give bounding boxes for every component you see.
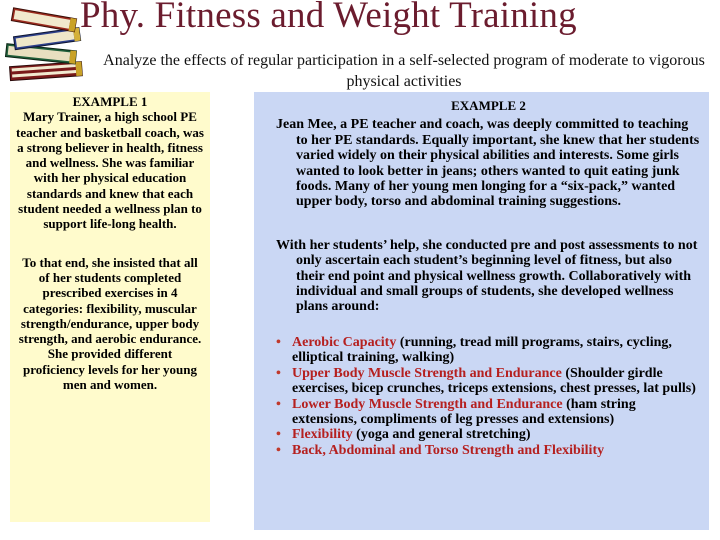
example-1-paragraph-1: Mary Trainer, a high school PE teacher and basketball coach, was a strong believer in health, fitness and wellness. She was familiar with her physical education standards and knew that each student needed a wellness plan to support life-long health.: [16, 109, 204, 232]
list-item-detail: (running, tread mill programs, stairs, cycling, elliptical training, walking): [292, 334, 672, 366]
example-2-paragraph-1: Jean Mee, a PE teacher and coach, was deeply committed to teaching to her PE standards. Equally important, she knew that her students varied widely on their physical abilities and interests. Some girls wanted to look better in jeans; others wanted to quit eating junk foods. Many of her young men longing for a “six-pack,” wanted upper body, torso and abdominal training suggestions.: [276, 117, 700, 210]
list-item: [276, 366, 701, 397]
example-1-heading: EXAMPLE 1: [72, 94, 148, 109]
example-2-paragraph-2: With her students’ help, she conducted pre and post assessments to not only ascertain each student’s beginning level of fitness, but also their end point and physical wellness growth. Collaboratively with individual and small groups of students, she developed wellness plans around:: [276, 237, 698, 315]
example-2-heading: EXAMPLE 2: [451, 98, 526, 113]
example-2-panel: [254, 92, 709, 530]
list-item: [276, 427, 701, 442]
list-item-highlight: Aerobic Capacity: [292, 334, 397, 350]
bullet-icon: •: [276, 365, 281, 381]
example-1-paragraph-2: To that end, she insisted that all of her students completed prescribed exercises in 4 categories: flexibility, muscular strength/endurance, upper body strength, and aerobic endurance. She provided different proficiency levels for her young men and women.: [18, 254, 202, 393]
list-item: [276, 397, 701, 428]
list-item-highlight: Back, Abdominal and Torso Strength and Flexibility: [292, 442, 605, 458]
list-item: [276, 335, 701, 366]
list-item-highlight: Flexibility: [292, 427, 353, 443]
bullet-icon: •: [276, 442, 281, 458]
bullet-icon: •: [276, 334, 281, 350]
page-title: Phy. Fitness and Weight Training: [80, 0, 577, 36]
list-item-highlight: Upper Body Muscle Strength and Endurance: [292, 365, 562, 381]
wellness-plan-list: [276, 335, 701, 458]
example-1-panel: [10, 92, 210, 522]
page-subtitle: Analyze the effects of regular participation in a self-selected program of moderate to vigorous physical activities: [103, 52, 705, 90]
list-item-detail: (yoga and general stretching): [352, 427, 531, 443]
list-item-detail: (ham string extensions, compliments of leg presses and extensions): [292, 396, 636, 427]
bullet-icon: •: [276, 427, 281, 443]
list-item-highlight: Lower Body Muscle Strength and Endurance: [292, 396, 563, 412]
list-item: [276, 443, 701, 458]
bullet-icon: •: [276, 396, 281, 412]
list-item-detail: (Shoulder girdle exercises, bicep crunches, triceps extensions, chest presses, lat pulls): [292, 365, 696, 397]
